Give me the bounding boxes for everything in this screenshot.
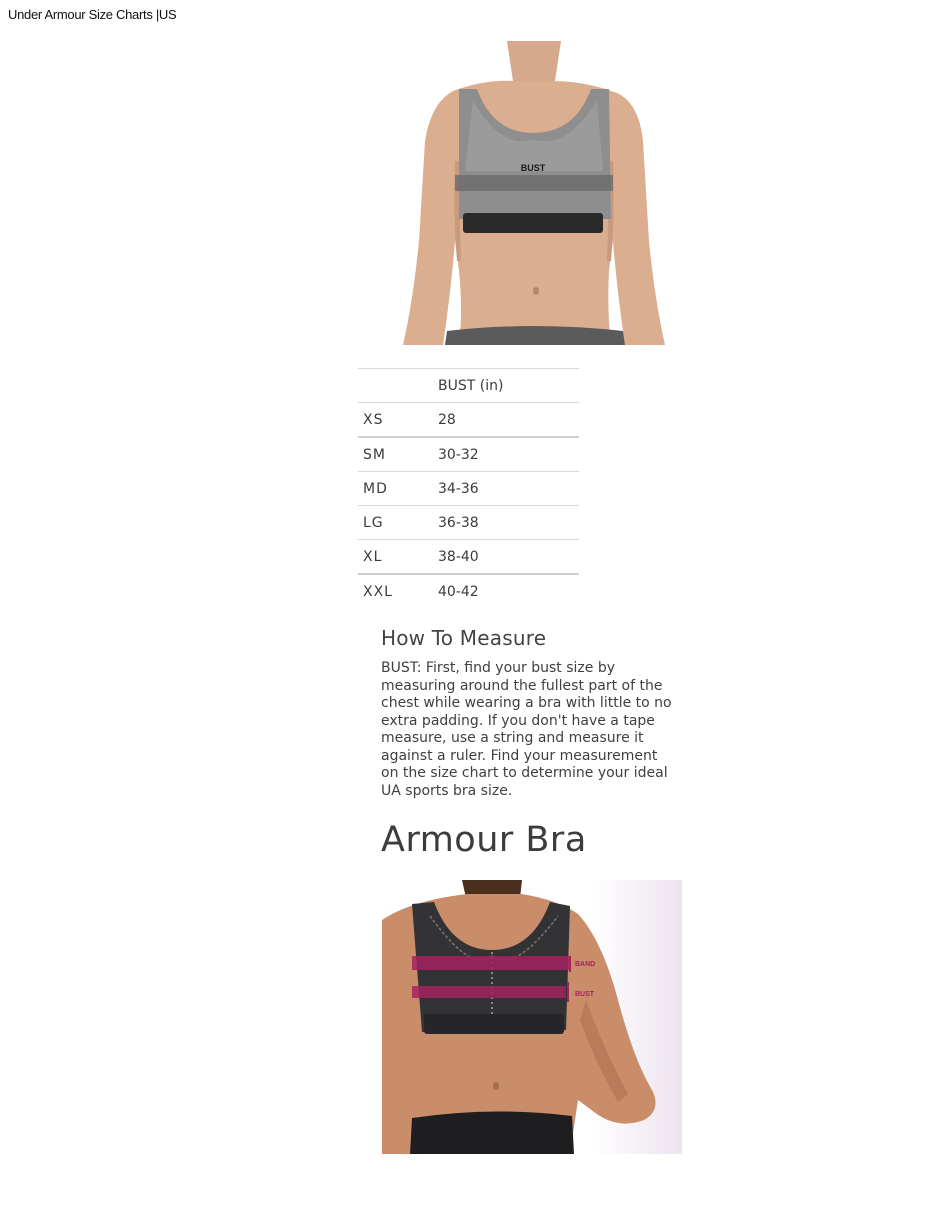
bust-cell: 28	[438, 403, 579, 438]
table-row	[358, 540, 579, 575]
page-header-title: Under Armour Size Charts |US	[8, 7, 177, 22]
table-row	[358, 574, 579, 608]
bust-guide-label: BUST	[575, 991, 595, 998]
bust-cell: 36-38	[438, 506, 579, 540]
size-cell: XXL	[358, 574, 438, 608]
size-cell: LG	[358, 506, 438, 540]
size-cell: XS	[358, 403, 438, 438]
bust-cell: 34-36	[438, 472, 579, 506]
how-to-measure-text: BUST: First, find your bust size by measuring around the fullest part of the chest while wearing a bra with little to no extra padding. If you don't have a tape measure, use a string and measure it against a ruler. Find your measurement on the size chart to determine your ideal UA sports bra size.	[381, 660, 672, 799]
size-chart-table	[358, 368, 579, 608]
size-cell: MD	[358, 472, 438, 506]
size-cell: SM	[358, 437, 438, 472]
bust-guide-label: BUST	[520, 163, 546, 173]
table-row	[358, 506, 579, 540]
bust-cell: 30-32	[438, 437, 579, 472]
size-cell: XL	[358, 540, 438, 575]
band-guide-label: BAND	[575, 961, 596, 968]
sports-bra-measurement-photo	[403, 41, 665, 345]
table-row	[358, 472, 579, 506]
table-header-row	[358, 369, 579, 403]
armour-bra-measurement-photo	[382, 880, 682, 1154]
bust-cell: 40-42	[438, 574, 579, 608]
table-header-bust: BUST (in)	[438, 369, 579, 403]
how-to-measure-heading: How To Measure	[381, 626, 547, 650]
table-row	[358, 403, 579, 438]
product-title: Armour Bra	[381, 820, 587, 860]
table-row	[358, 437, 579, 472]
bust-cell: 38-40	[438, 540, 579, 575]
table-header-size	[358, 369, 438, 403]
